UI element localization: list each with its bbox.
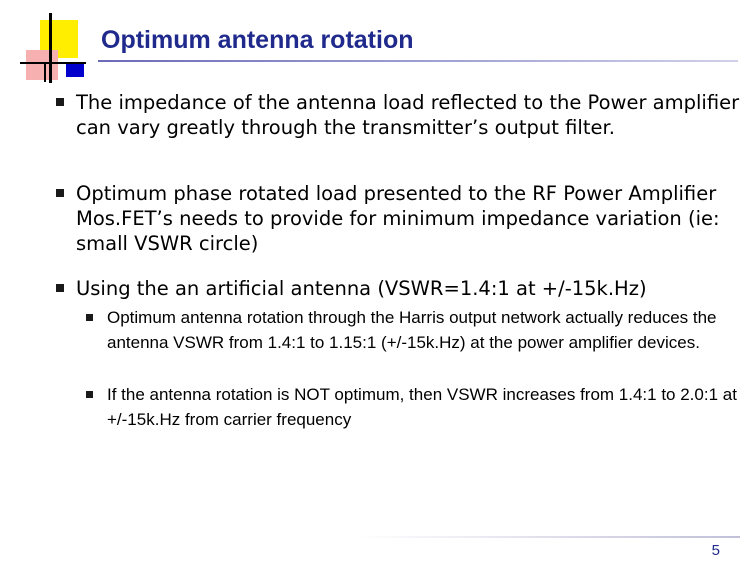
bullet-marker-icon	[56, 98, 64, 106]
logo-horizontal-line	[20, 62, 86, 64]
logo-vertical-line	[49, 13, 52, 83]
logo-pink-square	[26, 50, 58, 80]
title-underline	[98, 60, 738, 62]
logo-blue-square	[66, 62, 84, 77]
logo-vertical-line-short	[44, 62, 46, 82]
bullet-2-text: Optimum phase rotated load presented to the RF Power Amplifier Mos.FET’s needs to provide for minimum impedance variation (ie: small VSWR circle)	[76, 182, 720, 255]
bullet-1-text: The impedance of the antenna load reflected to the Power amplifier can vary greatly through the transmitter’s output filter.	[76, 91, 740, 139]
footer-rule	[355, 536, 740, 538]
sub-bullet-1-text: Optimum antenna rotation through the Harris output network actually reduces the antenna VSWR from 1.4:1 to 1.15:1 (+/-15k.Hz) at the power amplifier devices.	[107, 308, 717, 352]
corner-logo	[0, 0, 100, 100]
page-number: 5	[711, 542, 720, 559]
bullet-marker-icon	[56, 284, 64, 292]
bullet-marker-icon	[56, 189, 64, 197]
bullet-3-text: Using the an artificial antenna (VSWR=1.4:1 at +/-15k.Hz)	[76, 277, 647, 300]
sub-bullet-marker-icon	[86, 314, 93, 321]
slide-title: Optimum antenna rotation	[101, 26, 414, 54]
sub-bullet-2-text: If the antenna rotation is NOT optimum, then VSWR increases from 1.4:1 to 2.0:1 at +/-15k.Hz from carrier frequency	[107, 385, 737, 429]
sub-bullet-marker-icon	[86, 391, 93, 398]
